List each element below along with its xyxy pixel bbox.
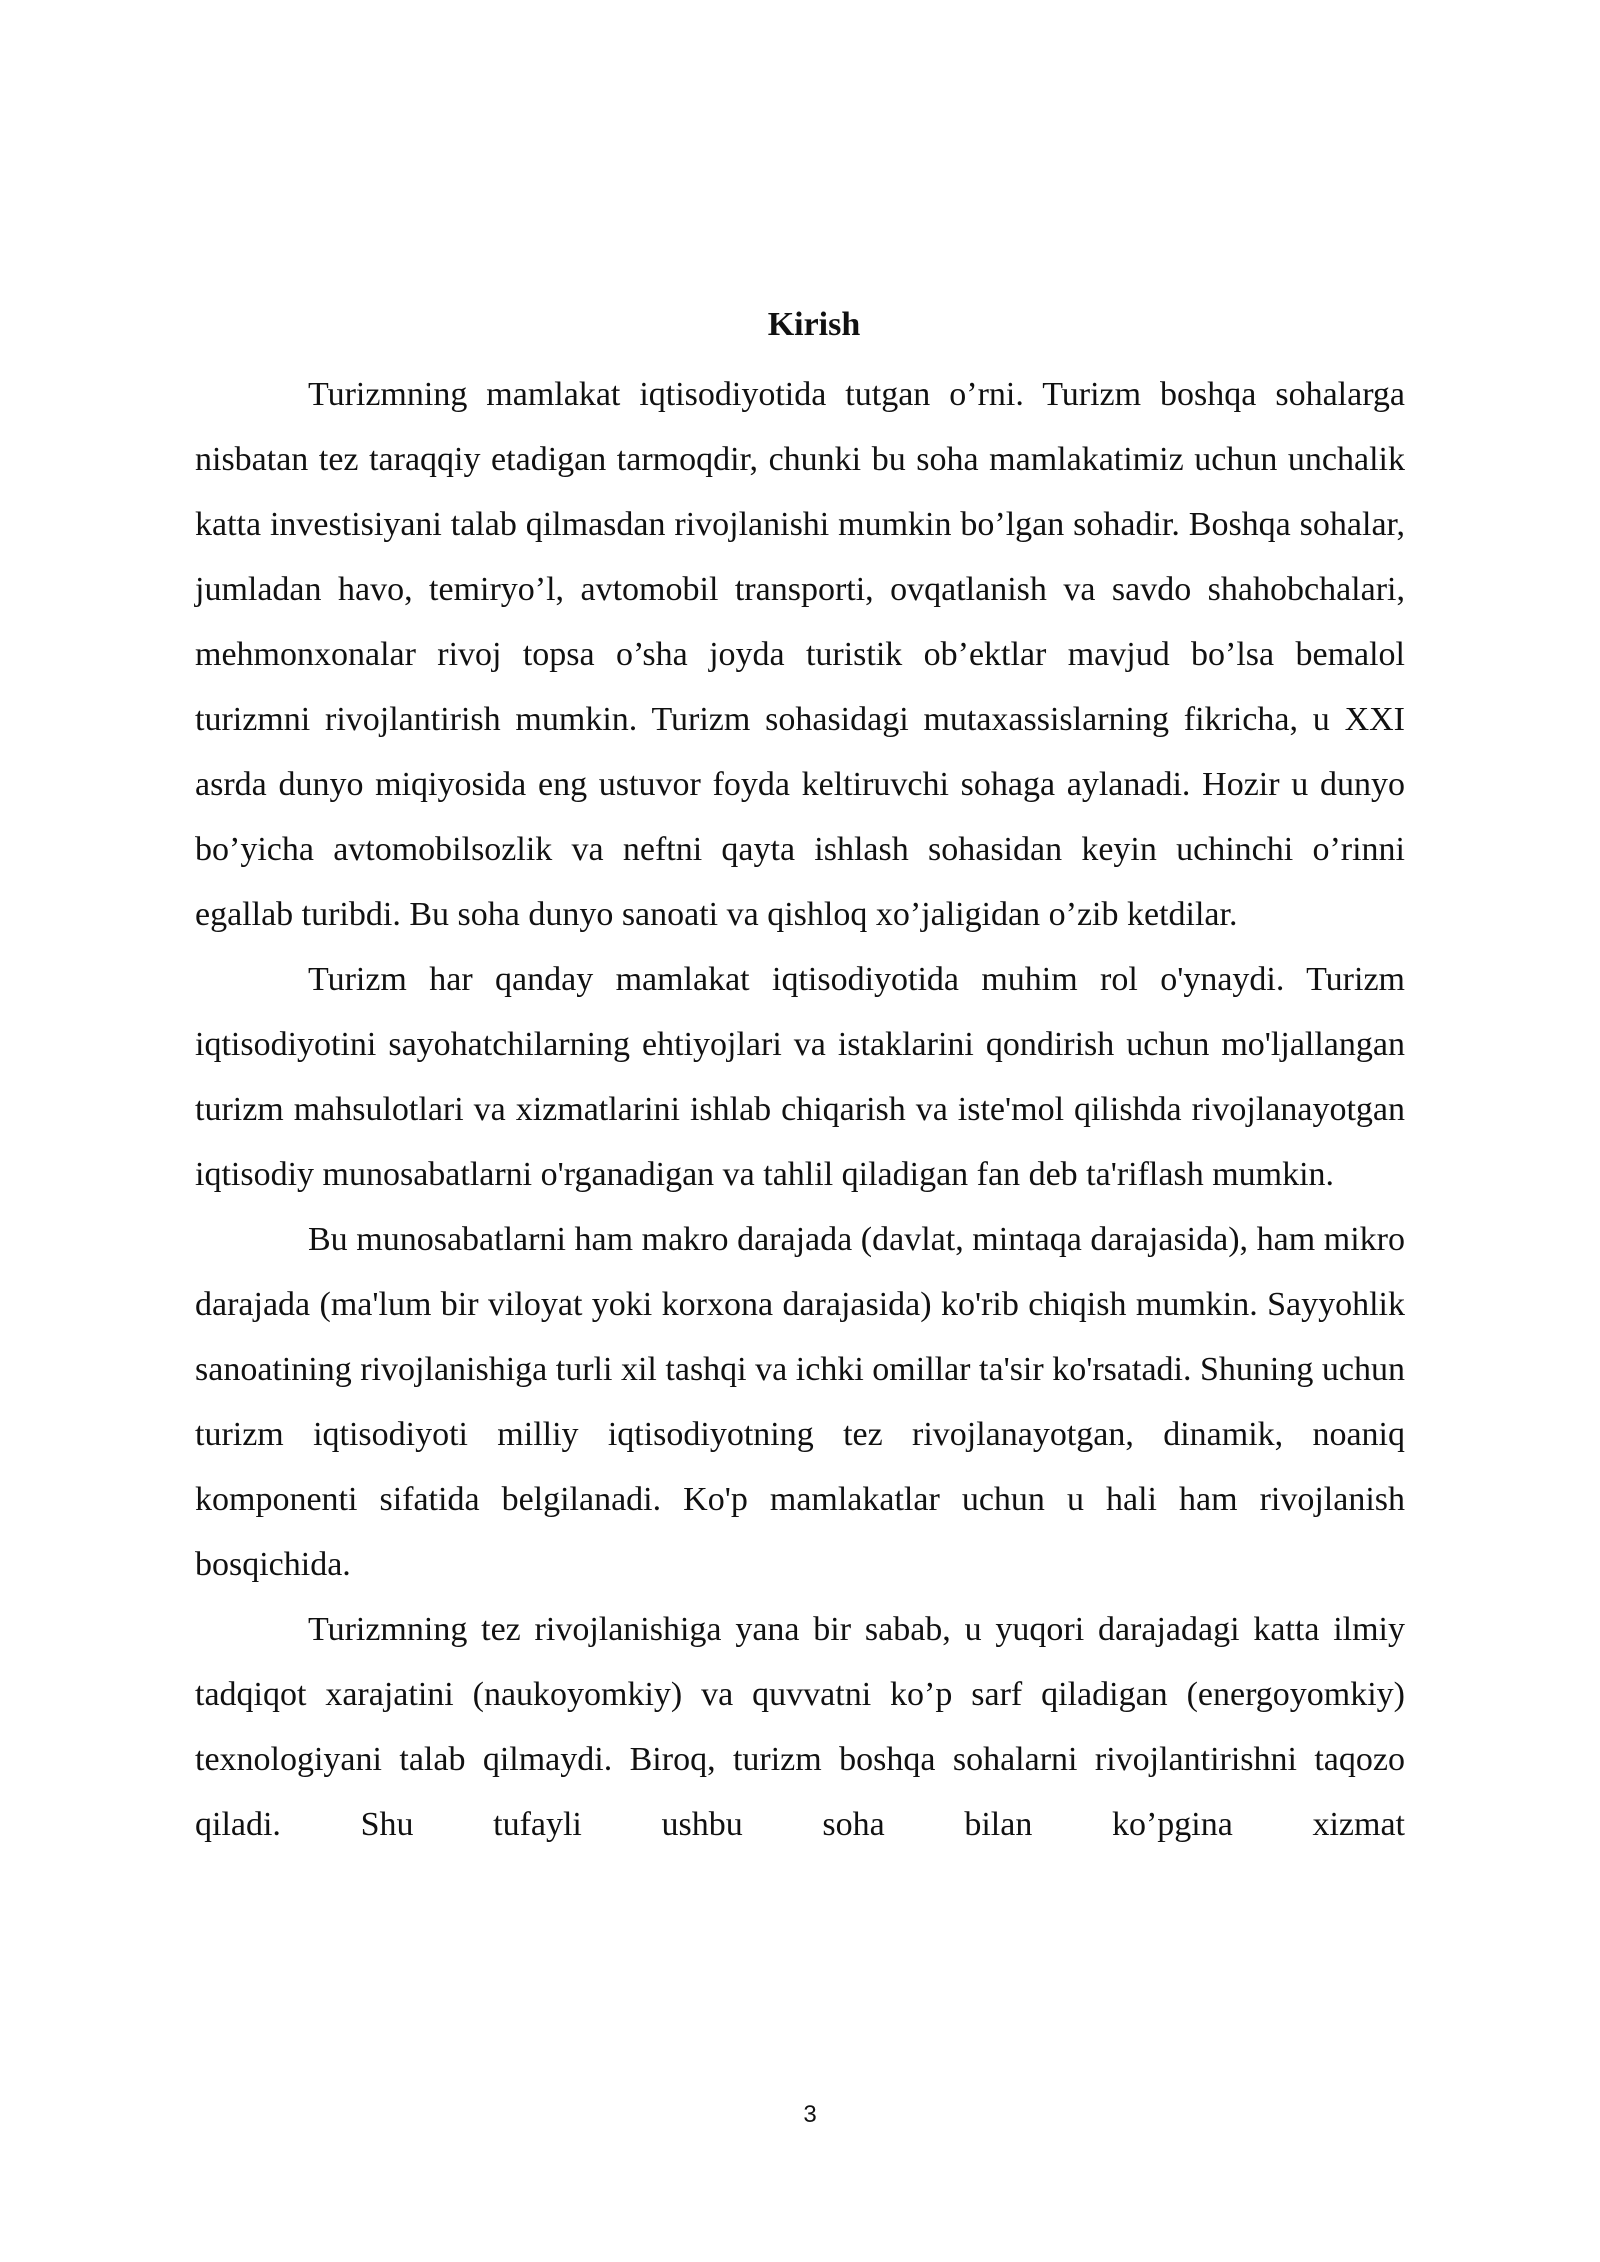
section-heading: Kirish: [767, 306, 861, 343]
paragraph-3: Bu munosabatlarni ham makro darajada (davlat, mintaqa darajasida), ham mikro darajada (ma'lum bir viloyat yoki korxona darajasida) ko'rib chiqish mumkin. Sayyohlik sanoatining rivojlanishiga turli xil tashqi va ichki omillar ta'sir ko'rsatadi. Shuning uchun turizm iqtisodiyoti milliy iqtisodiyotning tez rivojlanayotgan, dinamik, noaniq komponenti sifatida belgilanadi. Ko'p mamlakatlar uchun u hali ham rivojlanish bosqichida.: [195, 1221, 1405, 1583]
paragraph-2: Turizm har qanday mamlakat iqtisodiyotida muhim rol o'ynaydi. Turizm iqtisodiyotini sayohatchilarning ehtiyojlari va istaklarini qondirish uchun mo'ljallangan turizm mahsulotlari va xizmatlarini ishlab chiqarish va iste'mol qilishda rivojlanayotgan iqtisodiy munosabatlarni o'rganadigan va tahlil qiladigan fan deb ta'riflash mumkin.: [195, 961, 1405, 1193]
page-body: [195, 298, 1405, 1857]
paragraph-4: Turizmning tez rivojlanishiga yana bir sabab, u yuqori darajadagi katta ilmiy tadqiqot xarajatini (naukoyomkiy) va quvvatni ko’p sarf qiladigan (energoyomkiy) texnologiyani talab qilmaydi. Biroq, turizm boshqa sohalarni rivojlantirishni taqozo qiladi. Shu tufayli ushbu soha bilan ko’pgina xizmat: [195, 1611, 1405, 1843]
page-number: 3: [803, 2101, 817, 2128]
paragraph-1: Turizmning mamlakat iqtisodiyotida tutgan o’rni. Turizm boshqa sohalarga nisbatan tez taraqqiy etadigan tarmoqdir, chunki bu soha mamlakatimiz uchun unchalik katta investisiyani talab qilmasdan rivojlanishi mumkin bo’lgan sohadir. Boshqa sohalar, jumladan havo, temiryo’l, avtomobil transporti, ovqatlanish va savdo shahobchalari, mehmonxonalar rivoj topsa o’sha joyda turistik ob’ektlar mavjud bo’lsa bemalol turizmni rivojlantirish mumkin. Turizm sohasidagi mutaxassislarning fikricha, u XXI asrda dunyo miqiyosida eng ustuvor foyda keltiruvchi sohaga aylanadi. Hozir u dunyo bo’yicha avtomobilsozlik va neftni qayta ishlash sohasidan keyin uchinchi o’rinni egallab turibdi. Bu soha dunyo sanoati va qishloq xo’jaligidan o’zib ketdilar.: [195, 376, 1405, 933]
